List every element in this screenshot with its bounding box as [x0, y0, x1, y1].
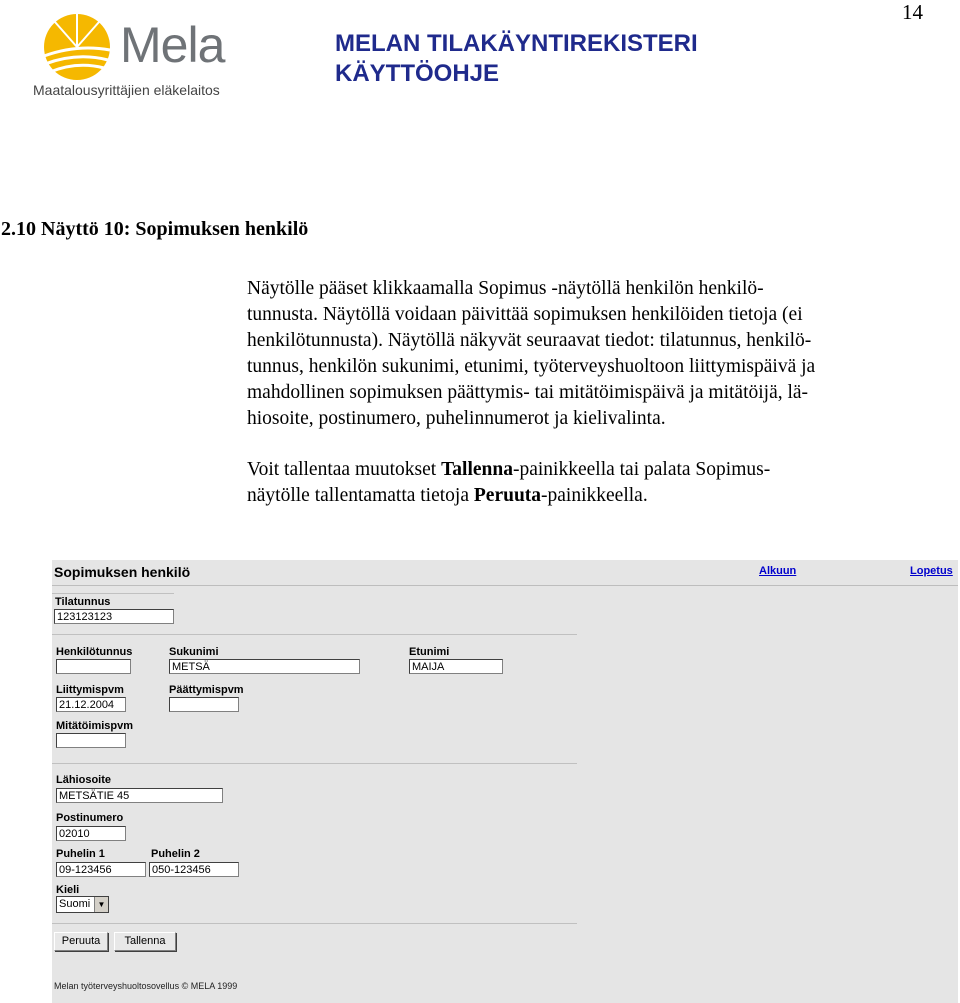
para-line [247, 483, 937, 509]
text: -painikkeella tai palata Sopimus- [512, 459, 771, 480]
logo-wordmark: Mela [120, 17, 225, 73]
sukunimi-label: Sukunimi [169, 646, 219, 658]
para-line: mahdollinen sopimuksen päättymis- tai mitätöimispäivä ja mitätöijä, lä- [247, 382, 809, 403]
para-line: hiosoite, postinumero, puhelinnumerot ja kielivalinta. [247, 408, 666, 429]
puhelin2-label: Puhelin 2 [151, 848, 200, 860]
peruuta-button[interactable]: Peruuta [54, 932, 108, 951]
section-heading: 2.10 Näyttö 10: Sopimuksen henkilö [1, 218, 309, 240]
etunimi-field[interactable]: MAIJA [409, 659, 503, 674]
henkilotunnus-field[interactable] [56, 659, 131, 674]
save-instruction-paragraph [247, 457, 937, 509]
kieli-label: Kieli [56, 884, 80, 896]
para-line: tunnusta. Näytöllä voidaan päivittää sopimuksen henkilöiden tietoja (ei [247, 304, 803, 325]
document-title [335, 29, 698, 89]
paattymispvm-label: Päättymispvm [169, 684, 244, 696]
bold-peruuta: Peruuta [473, 485, 542, 506]
text: Voit tallentaa muutokset [247, 459, 442, 480]
text: näytölle tallentamatta tietoja [247, 485, 474, 506]
lahiosoite-field[interactable]: METSÄTIE 45 [56, 788, 223, 803]
lopetus-link[interactable]: Lopetus [910, 565, 953, 577]
liittymispvm-label: Liittymispvm [56, 684, 124, 696]
mitatoimispvm-label: Mitätöimispvm [56, 720, 134, 732]
divider [52, 923, 577, 924]
form-screenshot [52, 560, 958, 1003]
kieli-select[interactable] [56, 896, 109, 913]
tallenna-button[interactable]: Tallenna [114, 932, 176, 951]
liittymispvm-field[interactable]: 21.12.2004 [56, 697, 126, 712]
sun-logo-icon [30, 10, 125, 85]
alkuun-link[interactable]: Alkuun [759, 565, 797, 577]
para-line: tunnus, henkilön sukunimi, etunimi, työterveyshuoltoon liittymispäivä ja [247, 356, 816, 377]
para-line: henkilötunnusta). Näytöllä näkyvät seuraavat tiedot: tilatunnus, henkilö- [247, 330, 812, 351]
postinumero-label: Postinumero [56, 812, 124, 824]
lahiosoite-label: Lähiosoite [56, 774, 112, 786]
bold-tallenna: Tallenna [441, 459, 513, 480]
para-line [247, 457, 937, 483]
paattymispvm-field[interactable] [169, 697, 239, 712]
divider [52, 634, 577, 635]
sukunimi-field[interactable]: METSÄ [169, 659, 360, 674]
henkilotunnus-label: Henkilötunnus [56, 646, 133, 658]
intro-paragraph [247, 276, 937, 432]
logo-subtitle: Maatalousyrittäjien eläkelaitos [33, 82, 220, 98]
divider [52, 763, 577, 764]
page-number: 14 [902, 0, 923, 24]
form-title: Sopimuksen henkilö [54, 564, 191, 580]
para-line: Näytölle pääset klikkaamalla Sopimus -näytöllä henkilön henkilö- [247, 278, 764, 299]
mitatoimispvm-field[interactable] [56, 733, 126, 748]
app-footer: Melan työterveyshuoltosovellus © MELA 1999 [54, 981, 238, 991]
chevron-down-icon[interactable]: ▼ [94, 897, 108, 912]
document-title-line2: KÄYTTÖOHJE [335, 60, 500, 87]
divider [52, 593, 174, 594]
document-title-line1: MELAN TILAKÄYNTIREKISTERI [335, 30, 698, 57]
puhelin2-field[interactable]: 050-123456 [149, 862, 239, 877]
puhelin1-label: Puhelin 1 [56, 848, 105, 860]
puhelin1-field[interactable]: 09-123456 [56, 862, 146, 877]
tilatunnus-label: Tilatunnus [55, 596, 111, 608]
form-header [52, 560, 958, 586]
etunimi-label: Etunimi [409, 646, 450, 658]
text: -painikkeella. [541, 485, 648, 506]
tilatunnus-field[interactable]: 123123123 [54, 609, 174, 624]
kieli-selected: Suomi [59, 898, 91, 910]
postinumero-field[interactable]: 02010 [56, 826, 126, 841]
